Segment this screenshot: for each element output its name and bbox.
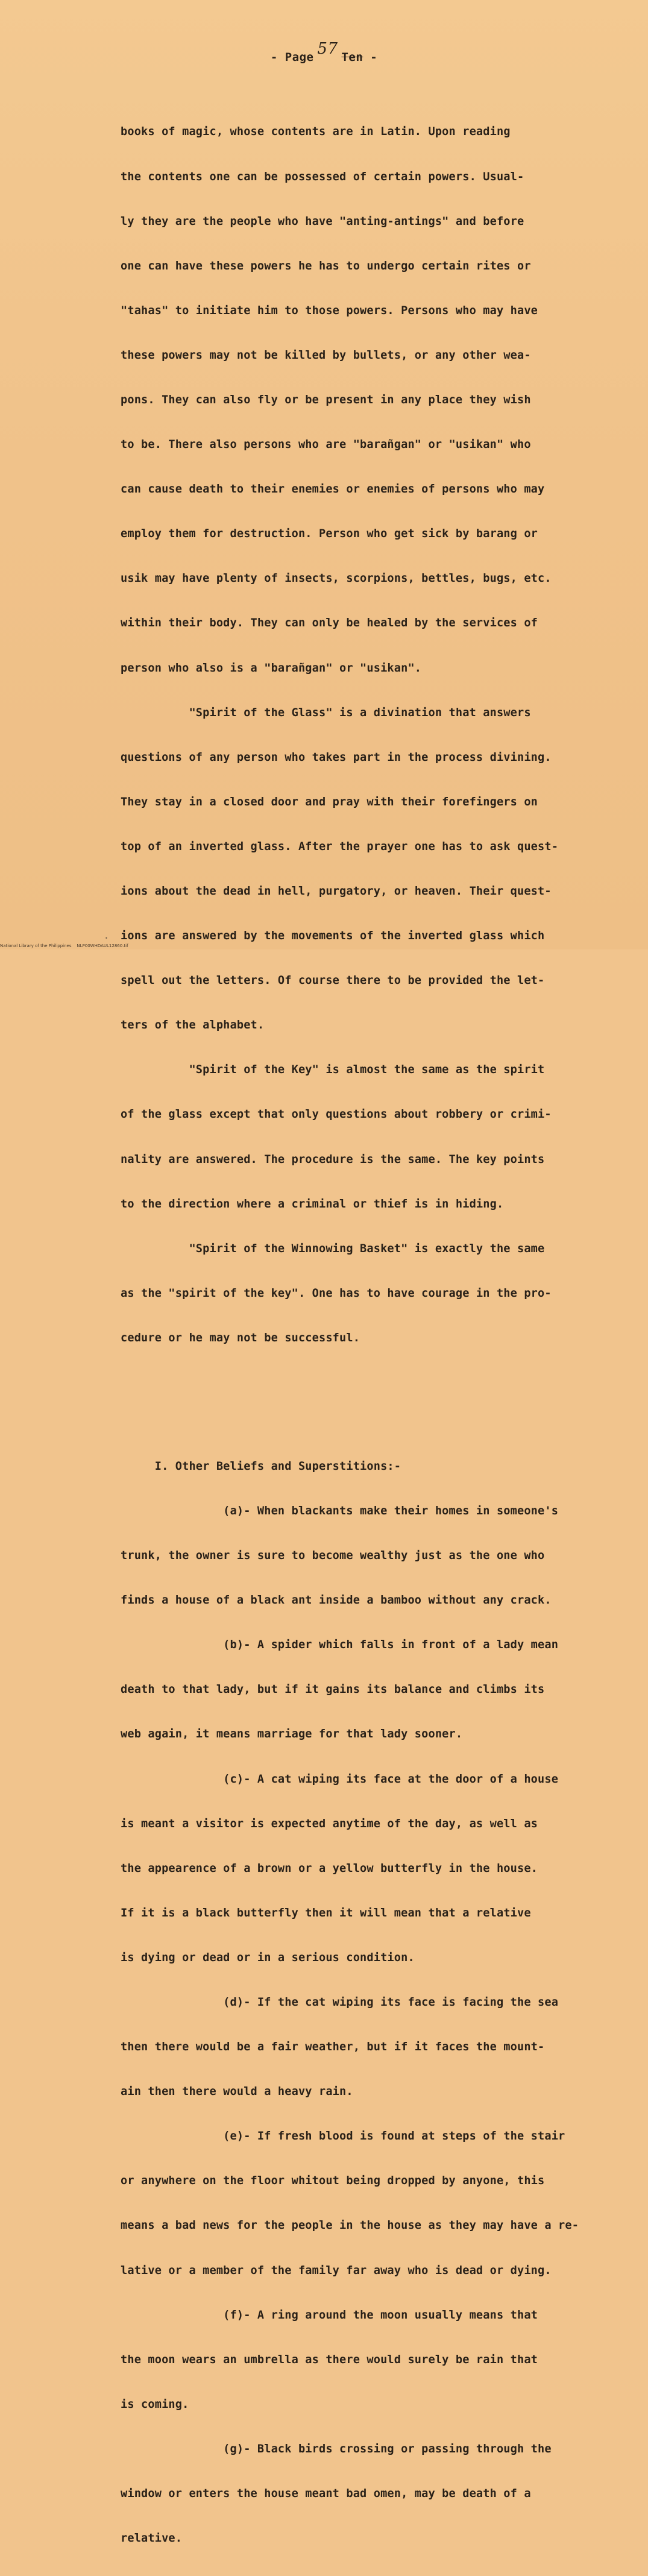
text-line: employ them for destruction. Person who get sick by barang or <box>121 527 538 541</box>
text-line: person who also is a "barañgan" or "usikan". <box>121 661 422 675</box>
section-gap <box>121 1391 615 1415</box>
struck-page-word: Ten <box>341 51 363 64</box>
belief-line: (a)- When blackants make their homes in someone's <box>121 1504 559 1517</box>
text-line: cedure or he may not be successful. <box>121 1331 360 1344</box>
text-line: They stay in a closed door and pray with their forefingers on <box>121 795 538 808</box>
belief-line: (g)- Black birds crossing or passing through the <box>121 2442 552 2455</box>
section-heading: I. Other Beliefs and Superstitions:- <box>121 1460 401 1473</box>
text-line: usik may have plenty of insects, scorpions, bettles, bugs, etc. <box>121 572 552 585</box>
belief-line: If it is a black butterfly then it will mean that a relative <box>121 1906 531 1919</box>
text-line: "Spirit of the Key" is almost the same as the spirit <box>121 1063 545 1077</box>
text-line: to be. There also persons who are "barañgan" or "usikan" who <box>121 438 531 452</box>
belief-line: the appearence of a brown or a yellow butterfly in the house. <box>121 1862 538 1875</box>
text-line: can cause death to their enemies or enemies of persons who may <box>121 483 545 496</box>
belief-line: the moon wears an umbrella as there would surely be rain that <box>121 2353 538 2366</box>
belief-line: web again, it means marriage for that lady sooner. <box>121 1728 463 1741</box>
text-line: "Spirit of the Winnowing Basket" is exactly the same <box>121 1242 545 1255</box>
text-line: "tahas" to initiate him to those powers. Persons who may have <box>121 304 538 317</box>
belief-line: (f)- A ring around the moon usually means that <box>121 2308 538 2322</box>
belief-line: (b)- A spider which falls in front of a lady mean <box>121 1639 559 1652</box>
text-line: top of an inverted glass. After the prayer one has to ask quest- <box>121 840 559 853</box>
belief-line: is meant a visitor is expected anytime of the day, as well as <box>121 1817 538 1830</box>
text-line: ters of the alphabet. <box>121 1019 265 1032</box>
text-line: spell out the letters. Of course there to be provided the let- <box>121 974 545 987</box>
belief-line: then there would be a fair weather, but if it faces the mount- <box>121 2041 545 2054</box>
scan-file-name: NLP00WHDAUL12860.tif <box>77 943 128 948</box>
text-line: ly they are the people who have "anting-antings" and before <box>121 215 524 228</box>
belief-line: window or enters the house meant bad omen, may be death of a <box>121 2487 531 2500</box>
belief-line: means a bad news for the people in the house as they may have a re- <box>121 2219 579 2232</box>
belief-line: (d)- If the cat wiping its face is facing the sea <box>121 1995 559 2009</box>
text-line: the contents one can be possessed of certain powers. Usual- <box>121 170 524 183</box>
scan-dot-mark: • <box>105 936 108 941</box>
belief-line: or anywhere on the floor whitout being dropped by anyone, this <box>121 2174 545 2188</box>
page-header-prefix: - Page <box>270 51 314 64</box>
text-line: to the direction where a criminal or thief is in hiding. <box>121 1197 504 1211</box>
belief-line: trunk, the owner is sure to become wealthy just as the one who <box>121 1549 545 1563</box>
belief-line: lative or a member of the family far away who is dead or dying. <box>121 2264 552 2277</box>
archive-label: National Library of the Philippines <box>0 943 72 948</box>
page-header <box>0 40 648 65</box>
belief-line: finds a house of a black ant inside a bamboo without any crack. <box>121 1594 552 1607</box>
text-line: as the "spirit of the key". One has to have courage in the pro- <box>121 1286 552 1300</box>
text-line: within their body. They can only be healed by the services of <box>121 617 538 630</box>
page-header-suffix: - <box>370 51 378 64</box>
text-line: ions are answered by the movements of the inverted glass which <box>121 930 545 943</box>
text-line: "Spirit of the Glass" is a divination that answers <box>121 706 531 719</box>
belief-line: is coming. <box>121 2398 189 2411</box>
belief-line: ain then there would a heavy rain. <box>121 2085 353 2099</box>
belief-line: death to that lady, but if it gains its balance and climbs its <box>121 1683 545 1696</box>
text-line: pons. They can also fly or be present in any place they wish <box>121 393 531 406</box>
text-line: ions about the dead in hell, purgatory, or heaven. Their quest- <box>121 885 552 898</box>
text-line: one can have these powers he has to undergo certain rites or <box>121 259 531 272</box>
text-line: nality are answered. The procedure is the same. The key points <box>121 1153 545 1166</box>
text-line: of the glass except that only questions about robbery or crimi- <box>121 1108 552 1121</box>
text-line: books of magic, whose contents are in Latin. Upon reading <box>121 125 511 139</box>
belief-line: (c)- A cat wiping its face at the door of a house <box>121 1772 559 1786</box>
text-line: questions of any person who takes part in the process divining. <box>121 751 552 764</box>
text-line: these powers may not be killed by bullets, or any other wea- <box>121 348 531 362</box>
typed-body <box>121 95 615 2576</box>
handwritten-page-number: 57 <box>317 40 338 58</box>
belief-line: relative. <box>121 2532 183 2545</box>
belief-line: is dying or dead or in a serious condition. <box>121 1951 415 1964</box>
scan-footer <box>0 943 181 948</box>
belief-line: (e)- If fresh blood is found at steps of the stair <box>121 2130 565 2143</box>
